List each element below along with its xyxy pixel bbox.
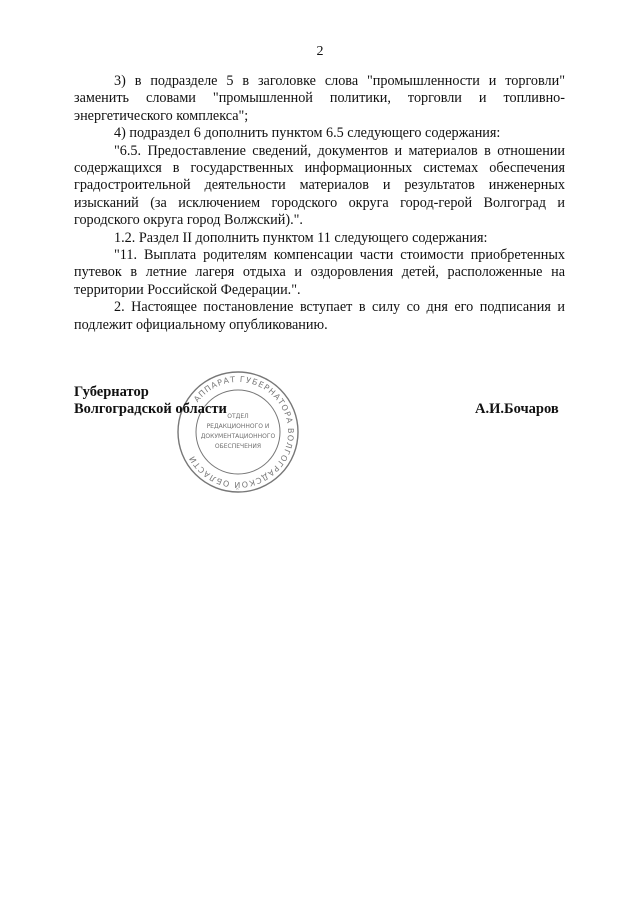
stamp-line1: ОТДЕЛ — [227, 413, 249, 420]
signatory-title-line1: Губернатор — [74, 384, 149, 400]
signatory-title — [74, 384, 227, 418]
signatory-name: А.И.Бочаров — [475, 401, 559, 417]
signatory-title-line2: Волгоградской области — [74, 401, 227, 417]
paragraph-section-2: 1.2. Раздел II дополнить пунктом 11 следующего содержания: — [114, 229, 488, 246]
stamp-ring-text: АППАРАТ ГУБЕРНАТОРА ВОЛГОГРАДСКОЙ ОБЛАСТИ — [187, 374, 296, 490]
paragraph-item-6-5: "6.5. Предоставление сведений, документов и материалов в отношении содержащихся в государственных информационных системах обеспечения градостроительной деятельности материалов и результатов инженерных изысканий (за исключением городского округа город-герой Волгоград и городского округа город Волжский).". — [74, 142, 565, 229]
stamp-line4: ОБЕСПЕЧЕНИЯ — [214, 443, 262, 450]
paragraph-item-11: "11. Выплата родителям компенсации части стоимости приобретенных путевок в летние лагеря отдыха и оздоровления детей, расположенные на территории Российской Федерации.". — [74, 247, 565, 298]
page-number: 2 — [316, 44, 324, 59]
paragraph-effective-date: 2. Настоящее постановление вступает в силу со дня его подписания и подлежит официальному опубликованию. — [74, 299, 565, 333]
paragraph-subsection-6: 4) подраздел 6 дополнить пунктом 6.5 следующего содержания: — [114, 125, 501, 142]
document-body — [74, 73, 565, 334]
paragraph-subsection-5: 3) в подразделе 5 в заголовке слова "промышленности и торговли" заменить словами "промышленной политики, торговли и топливно-энергетического комплекса"; — [74, 73, 565, 124]
stamp-line3: ДОКУМЕНТАЦИОННОГО — [200, 433, 276, 440]
stamp-line2: РЕДАКЦИОННОГО И — [206, 423, 270, 430]
